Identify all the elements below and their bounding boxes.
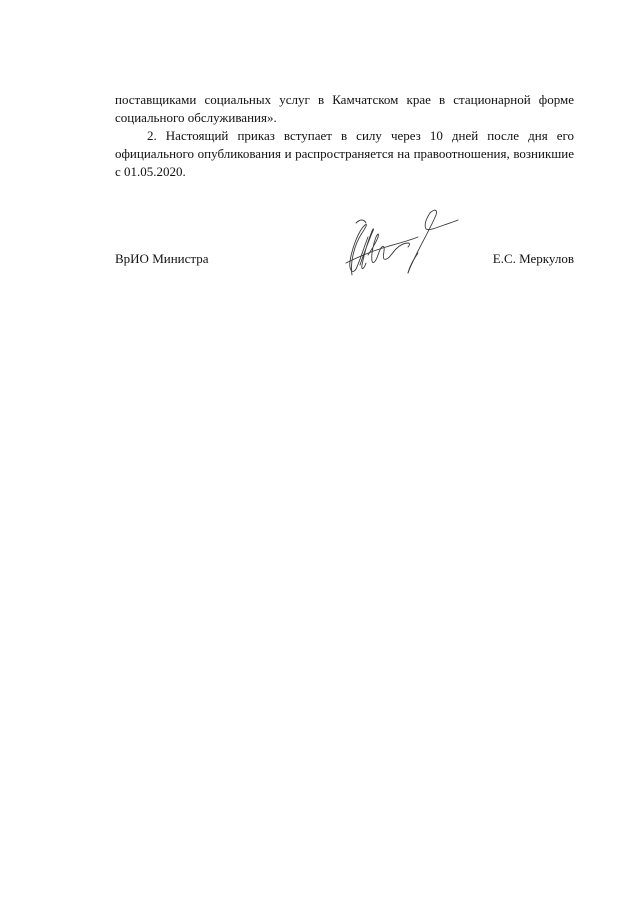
signatory-role: ВрИО Министра — [115, 251, 209, 266]
signatory-name: Е.С. Меркулов — [492, 251, 574, 266]
handwritten-signature-icon — [338, 203, 460, 281]
paragraph-effective-date: 2. Настоящий приказ вступает в силу через 10 дней после дня его официального опубликования и распространяется на правоотношения, возникшие с 01.05.2020. — [115, 128, 574, 179]
document-body — [115, 91, 574, 181]
paragraph-continuation: поставщиками социальных услуг в Камчатском крае в стационарной форме социального обслуживания». — [115, 92, 574, 125]
